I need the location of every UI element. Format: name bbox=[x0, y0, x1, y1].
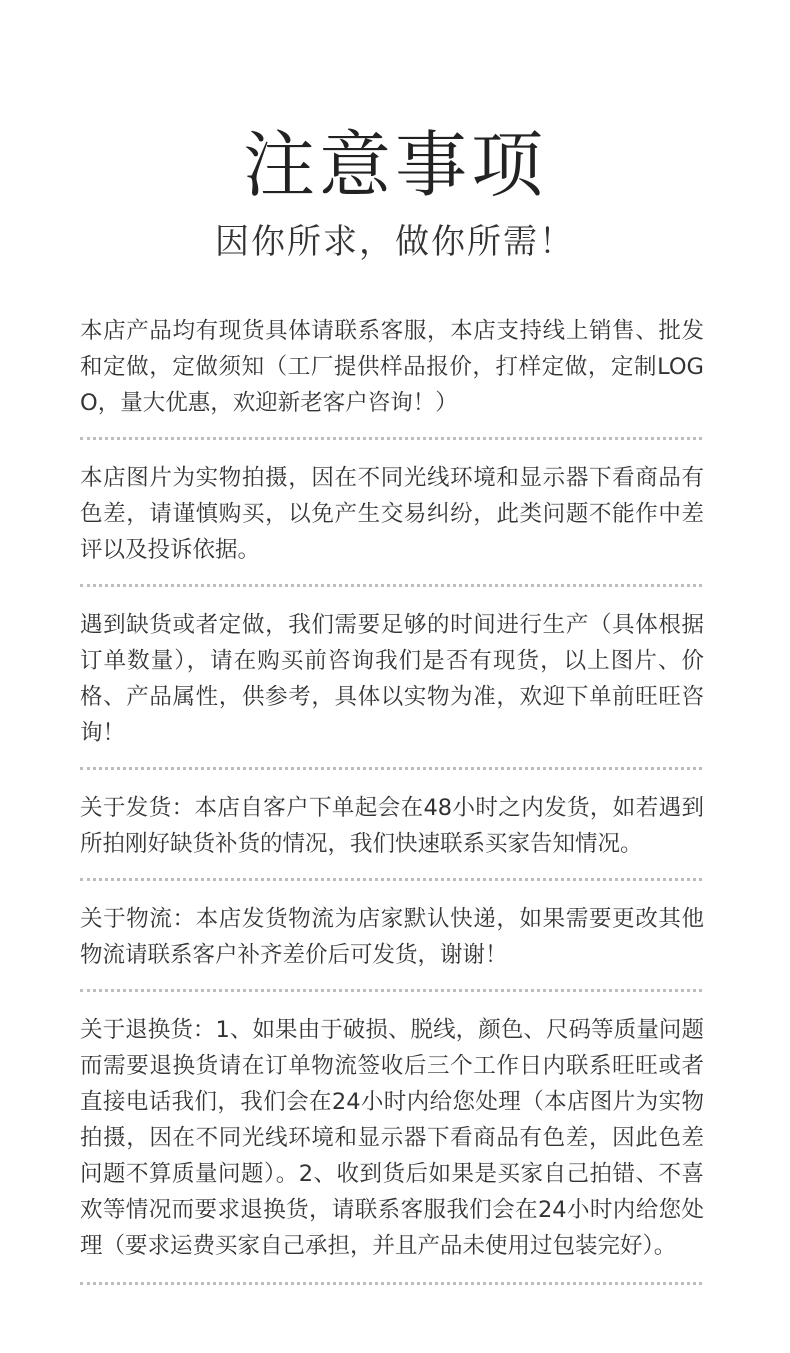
dotted-divider bbox=[80, 1282, 702, 1285]
dotted-divider bbox=[80, 584, 702, 587]
note-out-of-stock: 遇到缺货或者定做，我们需要足够的时间进行生产（具体根据订单数量），请在购买前咨询我们是否有现货，以上图片、价格、产品属性，供参考，具体以实物为准，欢迎下单前旺旺咨询！ bbox=[80, 612, 704, 746]
note-logistics: 关于物流：本店发货物流为店家默认快递，如果需要更改其他物流请联系客户补齐差价后可发货，谢谢！ bbox=[80, 906, 704, 968]
dotted-divider bbox=[80, 989, 702, 992]
page-title: 注意事项 bbox=[242, 123, 547, 207]
note-shipping: 关于发货：本店自客户下单起会在48小时之内发货，如若遇到所拍刚好缺货补货的情况，我们快速联系买家告知情况。 bbox=[80, 795, 704, 857]
notes-list bbox=[80, 313, 704, 1285]
dotted-divider bbox=[80, 878, 702, 881]
dotted-divider bbox=[80, 767, 702, 770]
note-color-difference: 本店图片为实物拍摄，因在不同光线环境和显示器下看商品有色差，请谨慎购买，以免产生交易纠纷，此类问题不能作中差评以及投诉依据。 bbox=[80, 465, 704, 563]
note-stock-custom: 本店产品均有现货具体请联系客服，本店支持线上销售、批发和定做，定做须知（工厂提供样品报价，打样定做，定制LOGO，量大优惠，欢迎新老客户咨询！） bbox=[80, 318, 704, 416]
note-returns: 关于退换货：1、如果由于破损、脱线，颜色、尺码等质量问题而需要退换货请在订单物流签收后三个工作日内联系旺旺或者直接电话我们，我们会在24小时内给您处理（本店图片为实物拍摄，因在不同光线环境和显示器下看商品有色差，因此色差问题不算质量问题）。2、收到货后如果是买家自己拍错、不喜欢等情况而要求退换货，请联系客服我们会在24小时内给您处理（要求运费买家自己承担，并且产品未使用过包装完好）。 bbox=[80, 1017, 704, 1259]
dotted-divider bbox=[80, 437, 702, 440]
page-subtitle: 因你所求，做你所需！ bbox=[215, 222, 575, 262]
